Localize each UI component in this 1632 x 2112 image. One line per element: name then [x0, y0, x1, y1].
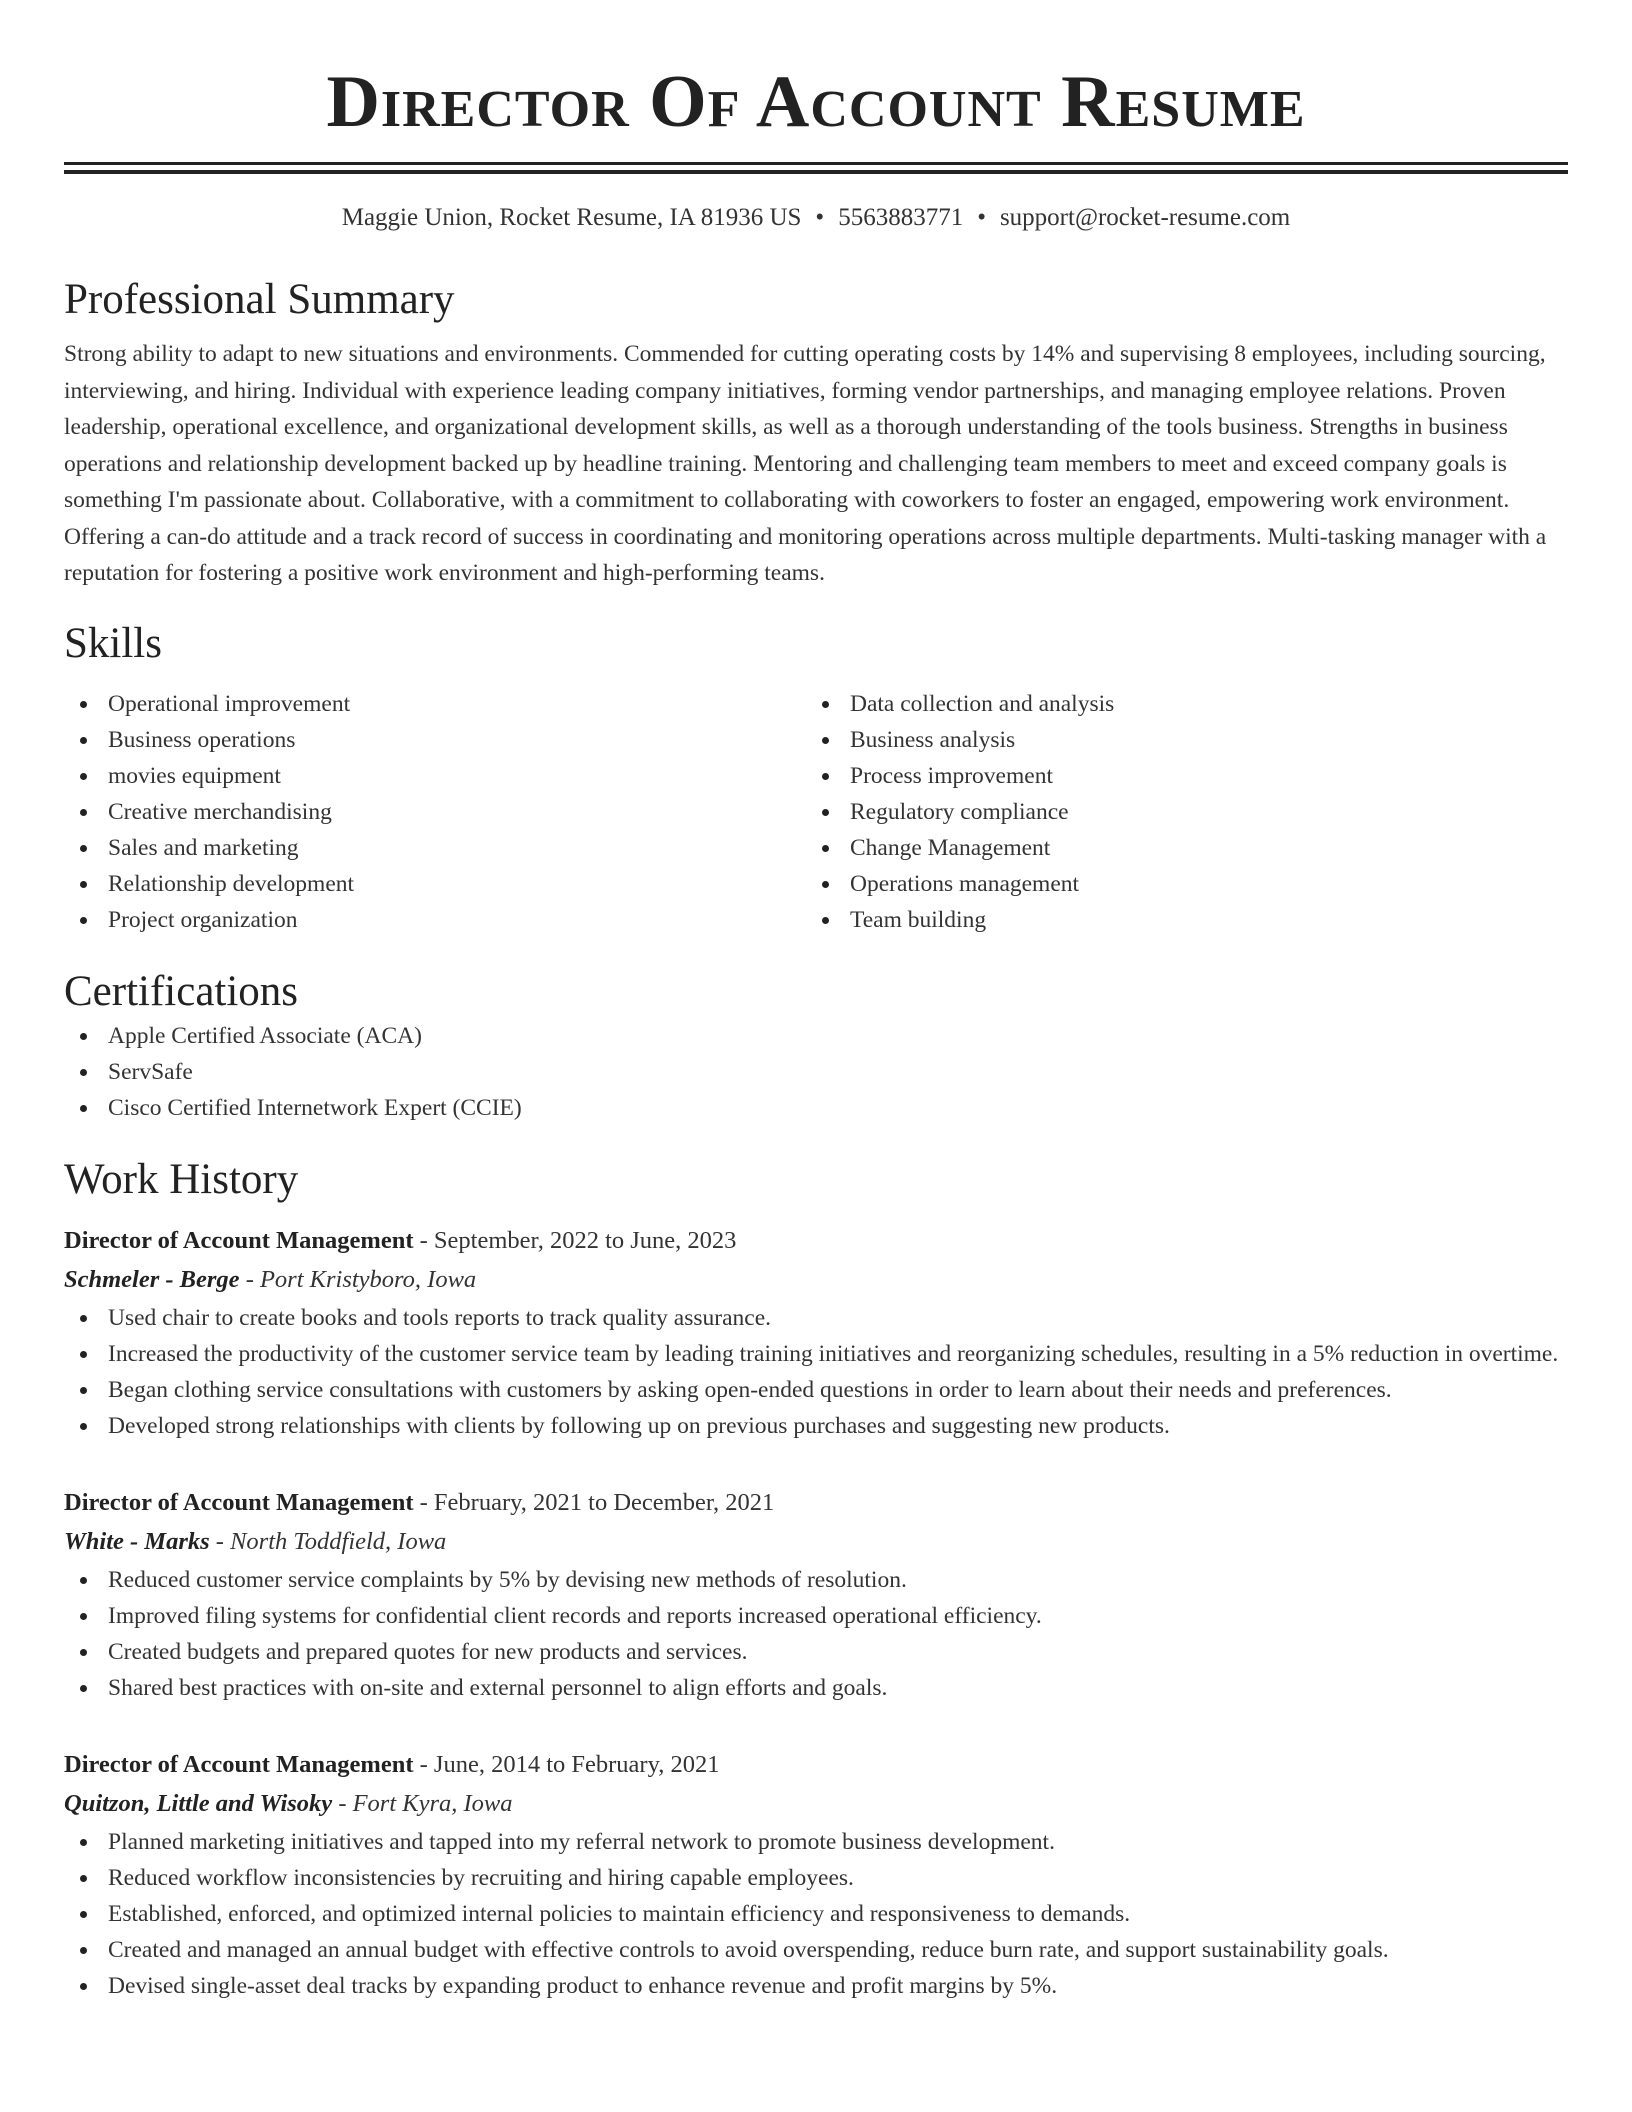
job-bullet: Planned marketing initiatives and tapped into my referral network to promote business development. [64, 1824, 1568, 1860]
job-location: - Fort Kyra, Iowa [332, 1789, 513, 1817]
certifications-heading: Certifications [64, 967, 299, 1015]
job-dates: - February, 2021 to December, 2021 [413, 1488, 775, 1516]
job-bullet: Devised single-asset deal tracks by expanding product to enhance revenue and profit margins by 5%. [64, 1968, 1568, 2004]
job-bullet: Established, enforced, and optimized internal policies to maintain efficiency and responsiveness to demands. [64, 1896, 1568, 1932]
job-entry [64, 1222, 1568, 1444]
job-title: Director of Account Management [64, 1226, 414, 1254]
work-history-heading: Work History [64, 1155, 299, 1203]
contact-separator: • [977, 204, 986, 231]
job-bullet: Created and managed an annual budget with effective controls to avoid overspending, reduce burn rate, and support sustainability goals. [64, 1932, 1568, 1968]
job-bullets [64, 1824, 1568, 2004]
skills-column-right [806, 686, 1548, 938]
job-company: Schmeler - Berge [64, 1265, 240, 1293]
job-bullet: Began clothing service consultations with customers by asking open-ended questions in order to learn about their needs and preferences. [64, 1372, 1568, 1408]
skill-item: Sales and marketing [64, 830, 806, 866]
job-dates: - September, 2022 to June, 2023 [413, 1226, 737, 1254]
skill-item: Relationship development [64, 866, 806, 902]
skill-item: Data collection and analysis [806, 686, 1548, 722]
job-header [64, 1746, 1568, 1784]
skill-item: Project organization [64, 902, 806, 938]
skills-grid [64, 686, 1568, 938]
contact-address: Maggie Union, Rocket Resume, IA 81936 US [341, 204, 802, 231]
job-company: Quitzon, Little and Wisoky [64, 1789, 333, 1817]
job-company: White - Marks [64, 1527, 210, 1555]
certification-item: Cisco Certified Internetwork Expert (CCIE) [64, 1090, 1568, 1126]
job-entry [64, 1746, 1568, 2004]
resume-page [64, 0, 1568, 2004]
contact-line [64, 202, 1568, 234]
job-employer-line [64, 1260, 1568, 1300]
skill-item: Regulatory compliance [806, 794, 1548, 830]
certification-item: ServSafe [64, 1054, 1568, 1090]
job-employer-line [64, 1784, 1568, 1824]
job-title: Director of Account Management [64, 1750, 414, 1778]
resume-title: Director Of Account Resume [326, 61, 1306, 143]
title-double-rule [64, 162, 1568, 174]
job-entry [64, 1484, 1568, 1706]
skill-item: Operational improvement [64, 686, 806, 722]
job-bullet: Shared best practices with on-site and external personnel to align efforts and goals. [64, 1670, 1568, 1706]
job-bullet: Developed strong relationships with clients by following up on previous purchases and suggesting new products. [64, 1408, 1568, 1444]
contact-phone: 5563883771 [838, 204, 964, 231]
skill-item: Business operations [64, 722, 806, 758]
job-header [64, 1484, 1568, 1522]
job-bullets [64, 1562, 1568, 1706]
skill-item: Operations management [806, 866, 1548, 902]
job-location: - Port Kristyboro, Iowa [239, 1265, 477, 1293]
skill-item: Team building [806, 902, 1548, 938]
summary-section [64, 274, 1568, 592]
job-header [64, 1222, 1568, 1260]
skill-item: Business analysis [806, 722, 1548, 758]
job-bullet: Increased the productivity of the customer service team by leading training initiatives and reorganizing schedules, resulting in a 5% reduction in overtime. [64, 1336, 1568, 1372]
job-bullet: Created budgets and prepared quotes for new products and services. [64, 1634, 1568, 1670]
job-employer-line [64, 1522, 1568, 1562]
skills-heading: Skills [64, 619, 162, 667]
job-title: Director of Account Management [64, 1488, 414, 1516]
job-dates: - June, 2014 to February, 2021 [413, 1750, 720, 1778]
contact-email: support@rocket-resume.com [999, 204, 1291, 231]
certification-item: Apple Certified Associate (ACA) [64, 1018, 1568, 1054]
skill-item: Creative merchandising [64, 794, 806, 830]
job-bullet: Used chair to create books and tools reports to track quality assurance. [64, 1300, 1568, 1336]
skills-column-left [64, 686, 806, 938]
job-bullet: Reduced workflow inconsistencies by recruiting and hiring capable employees. [64, 1860, 1568, 1896]
job-location: - North Toddfield, Iowa [209, 1527, 447, 1555]
work-history-section [64, 1154, 1568, 2004]
summary-text: Strong ability to adapt to new situations and environments. Commended for cutting operating costs by 14% and supervising 8 employees, including sourcing, interviewing, and hiring. Individual with experience leading company initiatives, forming vendor partnerships, and managing employee relations. Proven leadership, operational excellence, and organizational development skills, as well as a thorough understanding of the tools business. Strengths in business operations and relationship development backed up by headline training. Mentoring and challenging team members to meet and exceed company goals is something I'm passionate about. Collaborative, with a commitment to collaborating with coworkers to foster an engaged, empowering work environment. Offering a can-do attitude and a track record of success in coordinating and monitoring operations across multiple departments. Multi-tasking manager with a reputation for fostering a positive work environment and high-performing teams. [64, 341, 1547, 586]
summary-heading: Professional Summary [64, 276, 455, 323]
skill-item: Process improvement [806, 758, 1548, 794]
job-bullet: Improved filing systems for confidential client records and reports increased operational efficiency. [64, 1598, 1568, 1634]
job-bullet: Reduced customer service complaints by 5% by devising new methods of resolution. [64, 1562, 1568, 1598]
skill-item: movies equipment [64, 758, 806, 794]
certifications-list [64, 1018, 1568, 1126]
skills-section [64, 618, 1568, 938]
contact-separator: • [815, 204, 825, 231]
certifications-section [64, 966, 1568, 1126]
job-bullets [64, 1300, 1568, 1444]
skill-item: Change Management [806, 830, 1548, 866]
